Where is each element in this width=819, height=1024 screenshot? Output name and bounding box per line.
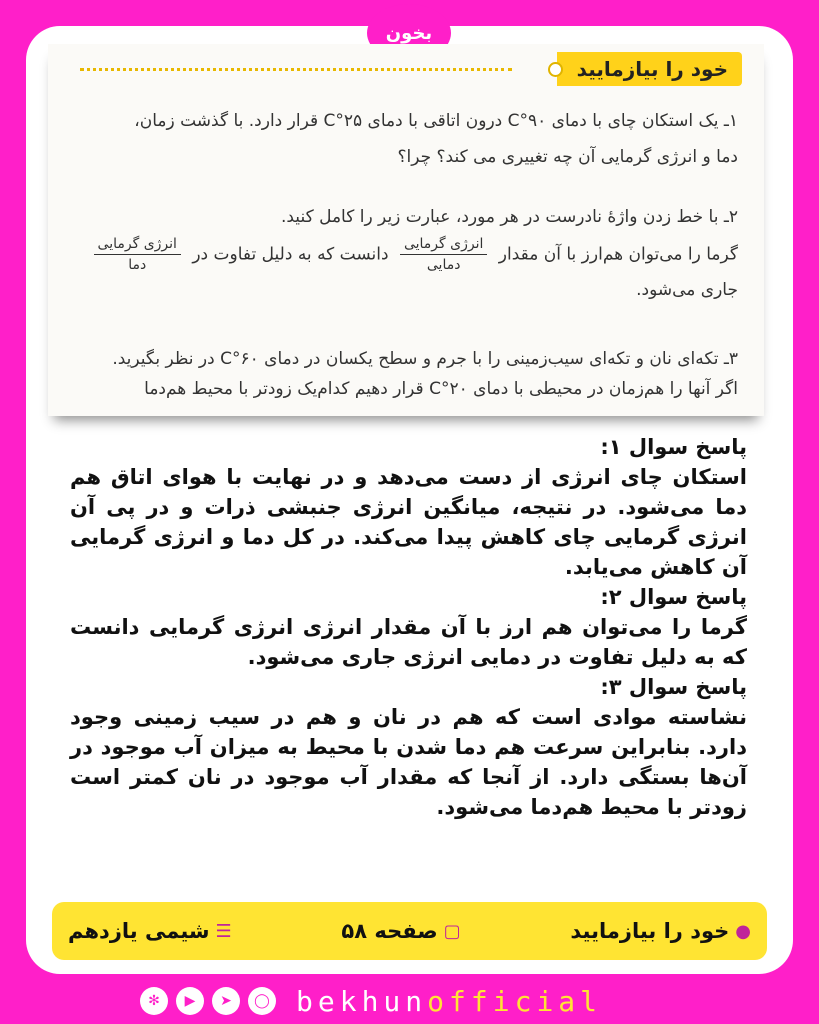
user-icon: ●: [735, 920, 751, 942]
dotted-divider: [80, 68, 512, 71]
footer-book: [68, 919, 232, 943]
question-2-part-a: گرما را می‌توان هم‌ارز با آن مقدار: [498, 244, 738, 265]
brand-part-1: bekhun: [296, 984, 428, 1018]
open-book-icon: ▢: [443, 920, 461, 942]
answers: [70, 432, 747, 822]
footer-book-label: شیمی یازدهم: [68, 919, 210, 943]
footer-bar: [52, 902, 767, 960]
footer-page-label: صفحه ۵۸: [341, 919, 438, 943]
answer-3-body: نشاسته موادی است که هم در نان و هم در سیب زمینی وجود دارد. بنابراین سرعت هم دما شدن با محیط به میزان آب موجود در آن‌ها بستگی دارد. از آنجا که مقدار آب موجود در نان کمتر است زودتر با محیط هم‌دما می‌شود.: [70, 705, 747, 819]
answer-1-title: پاسخ سوال ۱:: [600, 435, 747, 459]
question-2-line-3: جاری می‌شود.: [636, 280, 738, 300]
answer-1-body: استکان چای انرژی از دست می‌دهد و در نهایت با هوای اتاق هم دما می‌شود. در نتیجه، میانگین انرژی جنبشی ذرات و در پی آن انرژی گرمایی چای کاهش پیدا می‌کند. در کل دما و انرژی گرمایی آن کاهش می‌یابد.: [70, 465, 747, 579]
youtube-icon[interactable]: ▶: [176, 987, 204, 1015]
fraction-1-top: انرژی گرمایی: [400, 234, 487, 255]
question-3-line-2: اگر آنها را هم‌زمان در محیطی با دمای ۲۰°C قرار دهیم کدام‌یک زودتر با محیط هم‌دما: [144, 379, 738, 399]
question-2-line-1: ۲ـ با خط زدن واژهٔ نادرست در هر مورد، عبارت زیر را کامل کنید.: [280, 207, 738, 227]
instagram-icon[interactable]: ◯: [248, 987, 276, 1015]
section-header: [548, 52, 742, 86]
question-2-part-b: دانست که به دلیل تفاوت در: [192, 244, 389, 265]
fraction-2: [94, 234, 181, 275]
question-3: [74, 344, 738, 404]
question-2-sentence: [74, 234, 738, 275]
fraction-1: [400, 234, 487, 275]
question-1-line-1: ۱ـ یک استکان چای با دمای ۹۰°C درون اتاقی با دمای ۲۵°C قرار دارد. با گذشت زمان،: [134, 111, 738, 131]
question-3-line-1: ۳ـ تکه‌ای نان و تکه‌ای سیب‌زمینی را با جرم و سطح یکسان در دمای ۶۰°C در نظر بگیرید.: [112, 349, 738, 369]
footer-section: [570, 919, 751, 943]
brand-part-2: official: [427, 984, 603, 1018]
social-bar: [140, 984, 602, 1018]
question-1-line-2: دما و انرژی گرمایی آن چه تغییری می کند؟ چرا؟: [397, 147, 738, 167]
fraction-1-bottom: دمایی: [426, 257, 461, 273]
telegram-icon[interactable]: ➤: [212, 987, 240, 1015]
textbook-excerpt: [48, 44, 764, 416]
question-2: [74, 202, 738, 305]
fraction-2-bottom: دما: [128, 257, 147, 273]
answer-2-body: گرما را می‌توان هم ارز با آن مقدار انرژی انرژی گرمایی دانست که به دلیل تفاوت در دمایی انرژی جاری می‌شود.: [70, 615, 747, 669]
header-dot-icon: [548, 62, 563, 77]
answer-3-title: پاسخ سوال ۳:: [600, 675, 747, 699]
books-icon: ☰: [215, 920, 232, 942]
brand-handle: [296, 985, 602, 1018]
fraction-2-top: انرژی گرمایی: [94, 234, 181, 255]
footer-section-label: خود را بیازمایید: [570, 919, 730, 943]
footer-page: [341, 919, 460, 943]
section-header-label: خود را بیازمایید: [557, 52, 742, 86]
answer-2-title: پاسخ سوال ۲:: [600, 585, 747, 609]
bekhun-logo: بخون: [367, 4, 451, 62]
question-1: [74, 106, 738, 172]
aparat-icon[interactable]: ✻: [140, 987, 168, 1015]
